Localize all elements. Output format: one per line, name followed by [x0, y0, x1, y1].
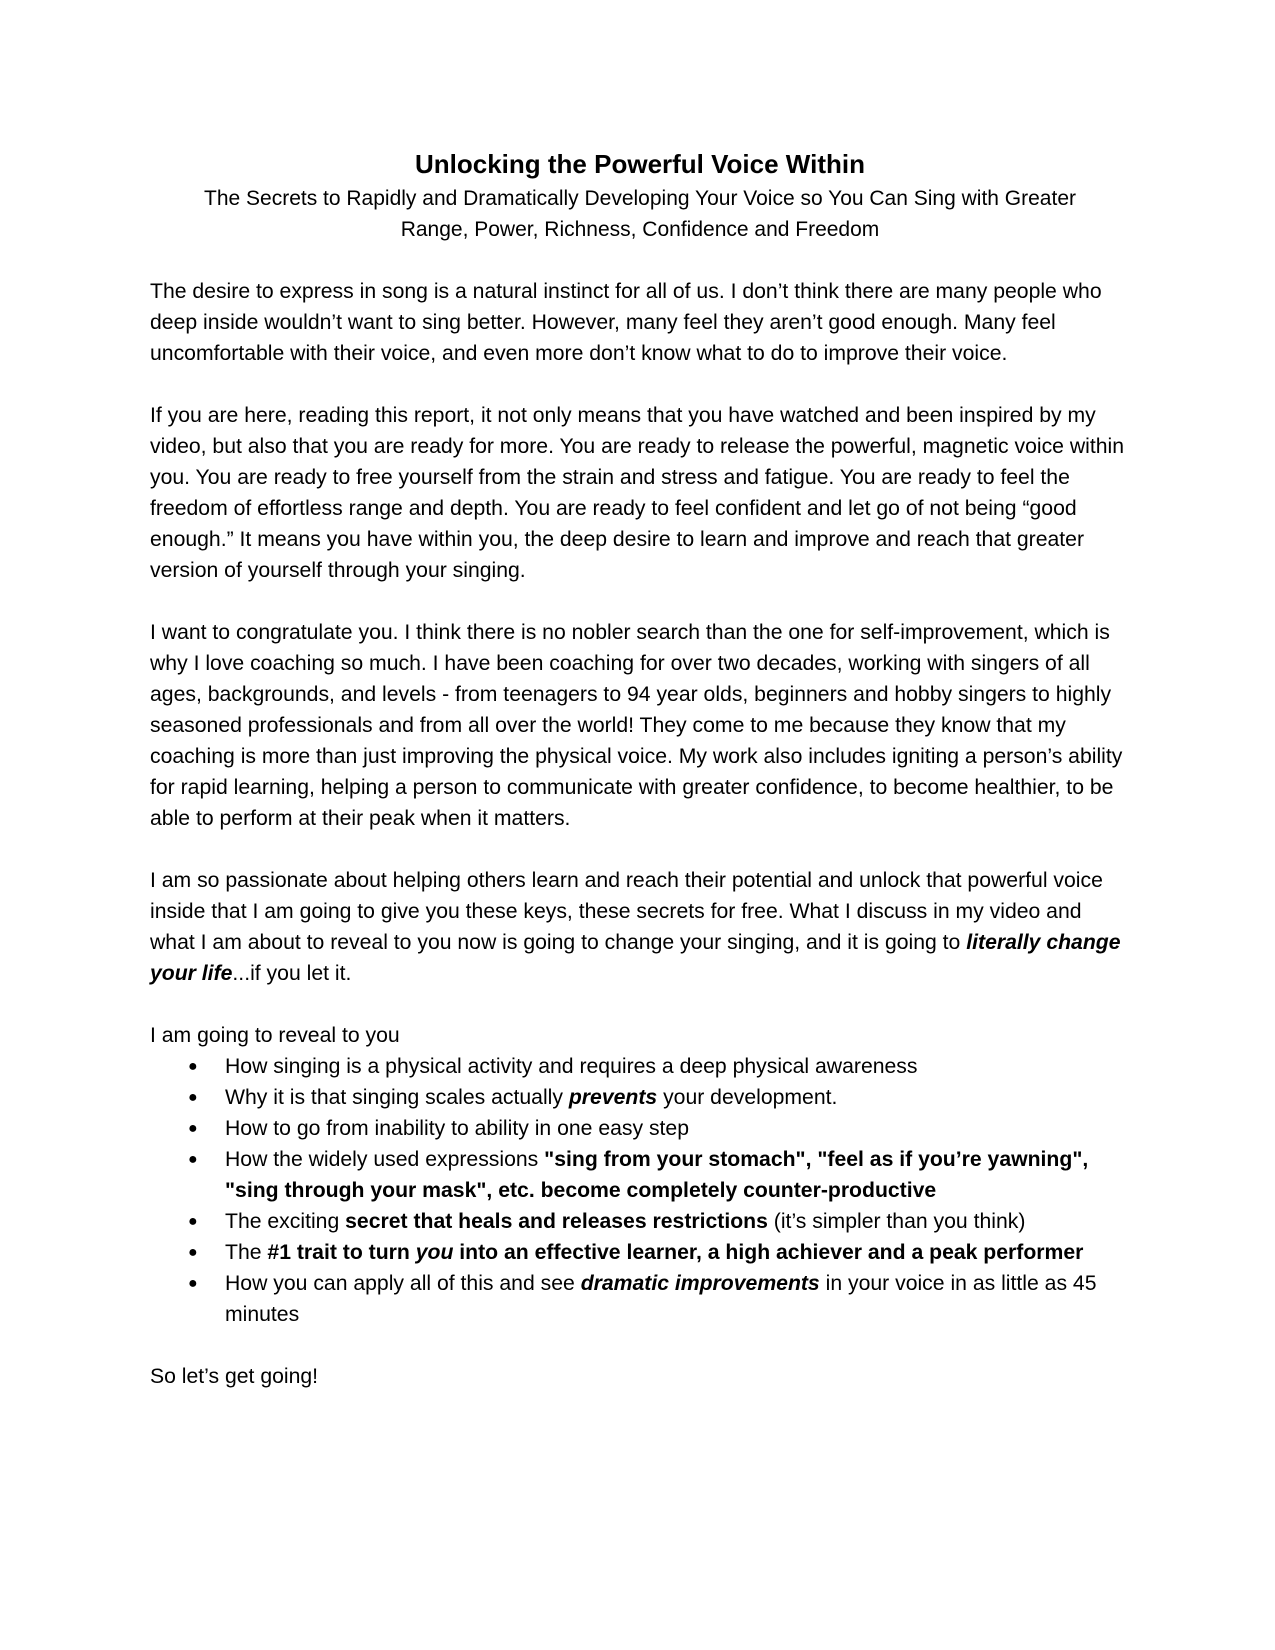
document-subtitle	[138, 183, 1142, 245]
list-item	[150, 1206, 1130, 1237]
list-item-text: your development.	[657, 1086, 838, 1109]
paragraph-reader-ready: If you are here, reading this report, it not only means that you have watched and been inspired by my video, but also that you are ready for more. You are ready to release the powerful, magnetic voice within you. You are ready to free yourself from the strain and stress and fatigue. You are ready to feel the freedom of effortless range and depth. You are ready to feel confident and let go of not being “good enough.” It means you have within you, the deep desire to learn and improve and reach that greater version of yourself through your singing.	[150, 404, 1125, 582]
list-item-text: How you can apply all of this and see	[225, 1272, 581, 1295]
subtitle-line-1: The Secrets to Rapidly and Dramatically Developing Your Voice so You Can Sing with Greater	[204, 187, 1076, 210]
list-item-bold: into an effective learner, a high achiever and a peak performer	[453, 1241, 1084, 1264]
list-item	[150, 1082, 1130, 1113]
bullet-icon: ●	[188, 1151, 198, 1168]
list-item-text: (it’s simpler than you think)	[767, 1210, 1026, 1233]
list-item-text: How to go from inability to ability in one easy step	[225, 1117, 690, 1140]
list-item-bold: #1 trait to turn	[267, 1241, 416, 1264]
list-item-emphasis: you	[415, 1241, 454, 1264]
passion-tail-text: ...if you let it.	[232, 962, 352, 985]
list-item	[150, 1113, 1130, 1144]
paragraph-passion	[150, 865, 1130, 989]
reveal-list	[150, 1051, 1130, 1330]
list-item-text: in your voice in as little as 45 minutes	[225, 1272, 1097, 1326]
list-item-emphasis: prevents	[568, 1086, 658, 1109]
list-item-emphasis: dramatic improvements	[580, 1272, 820, 1295]
list-item-text: The	[225, 1241, 268, 1264]
paragraph-intro: The desire to express in song is a natural instinct for all of us. I don’t think there are many people who deep inside wouldn’t want to sing better. However, many feel they aren’t good enough. Many feel uncomfortable with their voice, and even more don’t know what to do to improve their voice.	[150, 280, 1102, 365]
passion-lead-text: I am so passionate about helping others learn and reach their potential and unlock that powerful voice inside that I am going to give you these keys, these secrets for free. What I discuss in my video and what I am about to reveal to you now is going to change your singing, and it is going to	[150, 869, 1103, 954]
closing-line: So let’s get going!	[150, 1365, 319, 1388]
list-item-bold: "sing from your stomach", "feel as if you’re yawning", "sing through your mask", etc. become completely counter-productive	[225, 1148, 1089, 1202]
document-title: Unlocking the Powerful Voice Within	[415, 149, 865, 179]
bullet-icon: ●	[188, 1275, 198, 1292]
list-intro: I am going to reveal to you	[150, 1024, 400, 1047]
bullet-icon: ●	[188, 1244, 198, 1261]
list-item-text: Why it is that singing scales actually	[225, 1086, 569, 1109]
bullet-icon: ●	[188, 1089, 198, 1106]
paragraph-congratulations: I want to congratulate you. I think there is no nobler search than the one for self-improvement, which is why I love coaching so much. I have been coaching for over two decades, working with singers of all ages, backgrounds, and levels - from teenagers to 94 year olds, beginners and hobby singers to highly seasoned professionals and from all over the world! They come to me because they know that my coaching is more than just improving the physical voice. My work also includes igniting a person’s ability for rapid learning, helping a person to communicate with greater confidence, to become healthier, to be able to perform at their peak when it matters.	[150, 621, 1123, 830]
bullet-icon: ●	[188, 1213, 198, 1230]
list-item-text: How the widely used expressions	[225, 1148, 545, 1171]
list-item	[150, 1268, 1130, 1330]
list-item-text: How singing is a physical activity and requires a deep physical awareness	[225, 1055, 918, 1078]
bullet-icon: ●	[188, 1120, 198, 1137]
list-item	[150, 1237, 1130, 1268]
passion-emphasis-text: literally change your life	[150, 931, 1121, 985]
list-item-bold: secret that heals and releases restrictions	[345, 1210, 768, 1233]
bullet-icon: ●	[188, 1058, 198, 1075]
list-item-text: The exciting	[225, 1210, 346, 1233]
list-item	[150, 1144, 1130, 1206]
document-page	[150, 147, 1130, 1392]
list-item	[150, 1051, 1130, 1082]
subtitle-line-2: Range, Power, Richness, Confidence and Freedom	[400, 218, 880, 241]
